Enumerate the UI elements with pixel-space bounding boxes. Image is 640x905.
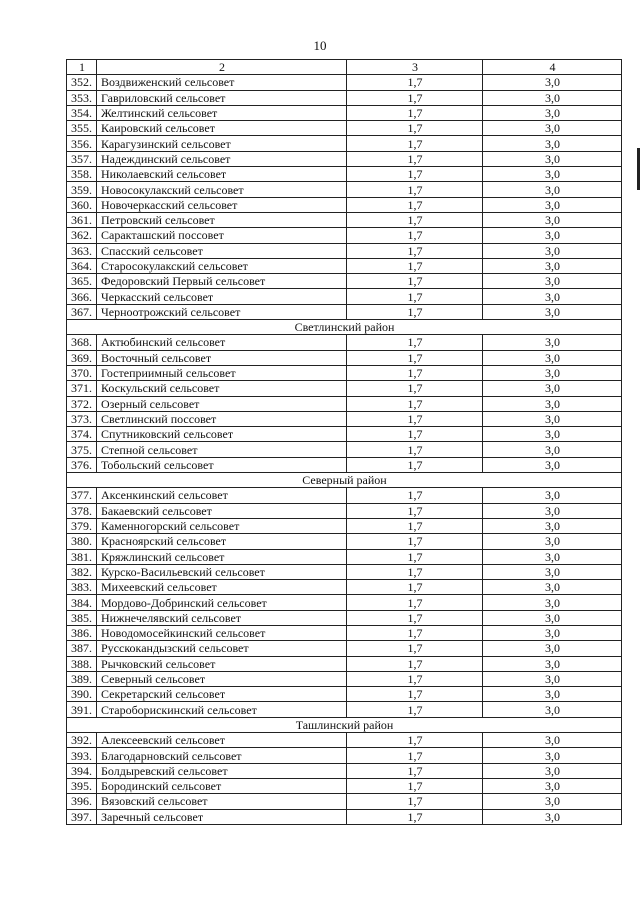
row-number: 395.: [67, 778, 97, 793]
table-header-row: [67, 60, 622, 75]
rate-col4: 3,0: [483, 274, 622, 289]
row-number: 385.: [67, 610, 97, 625]
rate-col3: 1,7: [347, 641, 483, 656]
row-number: 378.: [67, 503, 97, 518]
rate-col3: 1,7: [347, 411, 483, 426]
rate-col3: 1,7: [347, 136, 483, 151]
table-row: [67, 595, 622, 610]
rate-col3: 1,7: [347, 105, 483, 120]
table-row: [67, 258, 622, 273]
row-number: 356.: [67, 136, 97, 151]
table-row: [67, 381, 622, 396]
table-row: [67, 580, 622, 595]
settlement-name: Восточный сельсовет: [97, 350, 347, 365]
table-row: [67, 687, 622, 702]
settlement-name: Степной сельсовет: [97, 442, 347, 457]
table-row: [67, 656, 622, 671]
table-row: [67, 151, 622, 166]
rate-col4: 3,0: [483, 518, 622, 533]
rate-col4: 3,0: [483, 136, 622, 151]
settlement-name: Северный сельсовет: [97, 671, 347, 686]
settlement-name: Каировский сельсовет: [97, 121, 347, 136]
rate-col4: 3,0: [483, 778, 622, 793]
settlement-name: Гавриловский сельсовет: [97, 90, 347, 105]
rate-col4: 3,0: [483, 197, 622, 212]
table-row: [67, 778, 622, 793]
district-header-row: [67, 717, 622, 732]
row-number: 371.: [67, 381, 97, 396]
rate-col4: 3,0: [483, 442, 622, 457]
rate-col4: 3,0: [483, 687, 622, 702]
rate-col4: 3,0: [483, 702, 622, 717]
settlement-name: Аксенкинский сельсовет: [97, 488, 347, 503]
rate-col3: 1,7: [347, 228, 483, 243]
rate-col4: 3,0: [483, 289, 622, 304]
rate-col4: 3,0: [483, 733, 622, 748]
row-number: 355.: [67, 121, 97, 136]
settlement-name: Алексеевский сельсовет: [97, 733, 347, 748]
rate-col4: 3,0: [483, 763, 622, 778]
table-row: [67, 794, 622, 809]
table-row: [67, 457, 622, 472]
row-number: 353.: [67, 90, 97, 105]
table-row: [67, 75, 622, 90]
column-header-1: 1: [67, 60, 97, 75]
district-title: Светлинский район: [67, 320, 622, 335]
column-header-4: 4: [483, 60, 622, 75]
settlement-name: Красноярский сельсовет: [97, 534, 347, 549]
row-number: 360.: [67, 197, 97, 212]
row-number: 376.: [67, 457, 97, 472]
rate-col3: 1,7: [347, 151, 483, 166]
rate-col3: 1,7: [347, 289, 483, 304]
settlement-name: Мордово-Добринский сельсовет: [97, 595, 347, 610]
table-row: [67, 243, 622, 258]
district-header-row: [67, 473, 622, 488]
settlement-name: Гостеприимный сельсовет: [97, 365, 347, 380]
table-row: [67, 197, 622, 212]
settlement-name: Николаевский сельсовет: [97, 167, 347, 182]
table-row: [67, 167, 622, 182]
rate-col3: 1,7: [347, 335, 483, 350]
row-number: 362.: [67, 228, 97, 243]
rate-col4: 3,0: [483, 228, 622, 243]
table-row: [67, 90, 622, 105]
row-number: 384.: [67, 595, 97, 610]
table-row: [67, 763, 622, 778]
rate-col3: 1,7: [347, 442, 483, 457]
rate-col3: 1,7: [347, 350, 483, 365]
rate-col3: 1,7: [347, 549, 483, 564]
row-number: 390.: [67, 687, 97, 702]
rate-col4: 3,0: [483, 105, 622, 120]
table-row: [67, 182, 622, 197]
rate-col4: 3,0: [483, 809, 622, 824]
table-row: [67, 136, 622, 151]
table-row: [67, 564, 622, 579]
rate-col4: 3,0: [483, 564, 622, 579]
rate-col4: 3,0: [483, 794, 622, 809]
rate-col3: 1,7: [347, 90, 483, 105]
settlement-name: Староборискинский сельсовет: [97, 702, 347, 717]
rate-col4: 3,0: [483, 121, 622, 136]
rate-col4: 3,0: [483, 488, 622, 503]
rate-col3: 1,7: [347, 595, 483, 610]
table-row: [67, 625, 622, 640]
rate-col3: 1,7: [347, 809, 483, 824]
rate-col3: 1,7: [347, 733, 483, 748]
settlement-name: Рычковский сельсовет: [97, 656, 347, 671]
settlement-name: Карагузинский сельсовет: [97, 136, 347, 151]
row-number: 396.: [67, 794, 97, 809]
row-number: 352.: [67, 75, 97, 90]
rate-col3: 1,7: [347, 457, 483, 472]
settlement-name: Русскокандызский сельсовет: [97, 641, 347, 656]
district-title: Северный район: [67, 473, 622, 488]
row-number: 358.: [67, 167, 97, 182]
rate-col4: 3,0: [483, 411, 622, 426]
row-number: 393.: [67, 748, 97, 763]
rate-col4: 3,0: [483, 534, 622, 549]
rate-col3: 1,7: [347, 396, 483, 411]
table-row: [67, 105, 622, 120]
settlement-name: Кряжлинский сельсовет: [97, 549, 347, 564]
rate-col3: 1,7: [347, 518, 483, 533]
rate-col4: 3,0: [483, 396, 622, 411]
page-number: 10: [313, 38, 327, 53]
rate-col3: 1,7: [347, 687, 483, 702]
row-number: 370.: [67, 365, 97, 380]
rate-col3: 1,7: [347, 243, 483, 258]
row-number: 389.: [67, 671, 97, 686]
table-row: [67, 411, 622, 426]
column-header-2: 2: [97, 60, 347, 75]
table-row: [67, 396, 622, 411]
rate-col4: 3,0: [483, 304, 622, 319]
settlement-name: Бородинский сельсовет: [97, 778, 347, 793]
row-number: 357.: [67, 151, 97, 166]
row-number: 361.: [67, 212, 97, 227]
settlement-name: Тобольский сельсовет: [97, 457, 347, 472]
row-number: 397.: [67, 809, 97, 824]
rate-col3: 1,7: [347, 656, 483, 671]
rate-col4: 3,0: [483, 610, 622, 625]
rate-col3: 1,7: [347, 763, 483, 778]
rate-col3: 1,7: [347, 671, 483, 686]
table-row: [67, 534, 622, 549]
district-title: Ташлинский район: [67, 717, 622, 732]
row-number: 383.: [67, 580, 97, 595]
rate-col4: 3,0: [483, 503, 622, 518]
settlement-name: Коскульский сельсовет: [97, 381, 347, 396]
settlement-name: Нижнечелявский сельсовет: [97, 610, 347, 625]
rate-col4: 3,0: [483, 549, 622, 564]
row-number: 377.: [67, 488, 97, 503]
rate-col3: 1,7: [347, 167, 483, 182]
rate-col4: 3,0: [483, 75, 622, 90]
table-row: [67, 748, 622, 763]
table-row: [67, 228, 622, 243]
rate-col4: 3,0: [483, 671, 622, 686]
row-number: 364.: [67, 258, 97, 273]
row-number: 374.: [67, 427, 97, 442]
settlement-name: Спасский сельсовет: [97, 243, 347, 258]
row-number: 369.: [67, 350, 97, 365]
rate-col3: 1,7: [347, 534, 483, 549]
row-number: 363.: [67, 243, 97, 258]
rates-table-body: [67, 60, 622, 825]
row-number: 392.: [67, 733, 97, 748]
table-row: [67, 121, 622, 136]
rate-col4: 3,0: [483, 381, 622, 396]
table-row: [67, 503, 622, 518]
settlement-name: Петровский сельсовет: [97, 212, 347, 227]
rate-col3: 1,7: [347, 427, 483, 442]
row-number: 387.: [67, 641, 97, 656]
rate-col3: 1,7: [347, 381, 483, 396]
rate-col4: 3,0: [483, 656, 622, 671]
table-row: [67, 733, 622, 748]
row-number: 354.: [67, 105, 97, 120]
rate-col3: 1,7: [347, 778, 483, 793]
settlement-name: Надеждинский сельсовет: [97, 151, 347, 166]
table-row: [67, 274, 622, 289]
rate-col4: 3,0: [483, 580, 622, 595]
row-number: 386.: [67, 625, 97, 640]
rate-col4: 3,0: [483, 243, 622, 258]
table-row: [67, 442, 622, 457]
settlement-name: Бакаевский сельсовет: [97, 503, 347, 518]
rate-col3: 1,7: [347, 564, 483, 579]
settlement-name: Новочеркасский сельсовет: [97, 197, 347, 212]
rate-col3: 1,7: [347, 503, 483, 518]
settlement-name: Озерный сельсовет: [97, 396, 347, 411]
row-number: 372.: [67, 396, 97, 411]
rate-col4: 3,0: [483, 212, 622, 227]
row-number: 368.: [67, 335, 97, 350]
table-row: [67, 641, 622, 656]
settlement-name: Черноотрожский сельсовет: [97, 304, 347, 319]
rate-col3: 1,7: [347, 182, 483, 197]
row-number: 394.: [67, 763, 97, 778]
settlement-name: Михеевский сельсовет: [97, 580, 347, 595]
table-row: [67, 289, 622, 304]
rate-col4: 3,0: [483, 90, 622, 105]
table-row: [67, 610, 622, 625]
rate-col3: 1,7: [347, 197, 483, 212]
table-row: [67, 350, 622, 365]
rate-col4: 3,0: [483, 167, 622, 182]
district-header-row: [67, 320, 622, 335]
settlement-name: Старосокулакский сельсовет: [97, 258, 347, 273]
rate-col3: 1,7: [347, 610, 483, 625]
column-header-3: 3: [347, 60, 483, 75]
rate-col4: 3,0: [483, 151, 622, 166]
rate-col3: 1,7: [347, 794, 483, 809]
settlement-name: Актюбинский сельсовет: [97, 335, 347, 350]
table-row: [67, 304, 622, 319]
row-number: 380.: [67, 534, 97, 549]
settlement-name: Заречный сельсовет: [97, 809, 347, 824]
rate-col3: 1,7: [347, 75, 483, 90]
rate-col3: 1,7: [347, 580, 483, 595]
table-row: [67, 427, 622, 442]
table-row: [67, 518, 622, 533]
rate-col4: 3,0: [483, 365, 622, 380]
settlement-name: Курско-Васильевский сельсовет: [97, 564, 347, 579]
rate-col3: 1,7: [347, 212, 483, 227]
rate-col3: 1,7: [347, 274, 483, 289]
rate-col4: 3,0: [483, 258, 622, 273]
settlement-name: Федоровский Первый сельсовет: [97, 274, 347, 289]
rate-col3: 1,7: [347, 121, 483, 136]
table-row: [67, 702, 622, 717]
table-row: [67, 488, 622, 503]
rate-col4: 3,0: [483, 350, 622, 365]
row-number: 388.: [67, 656, 97, 671]
table-row: [67, 549, 622, 564]
row-number: 381.: [67, 549, 97, 564]
rate-col4: 3,0: [483, 625, 622, 640]
rate-col4: 3,0: [483, 457, 622, 472]
table-row: [67, 809, 622, 824]
settlement-name: Болдыревский сельсовет: [97, 763, 347, 778]
row-number: 366.: [67, 289, 97, 304]
settlement-name: Светлинский поссовет: [97, 411, 347, 426]
settlement-name: Воздвиженский сельсовет: [97, 75, 347, 90]
row-number: 359.: [67, 182, 97, 197]
settlement-name: Новосокулакский сельсовет: [97, 182, 347, 197]
rate-col3: 1,7: [347, 625, 483, 640]
rate-col4: 3,0: [483, 641, 622, 656]
rate-col4: 3,0: [483, 595, 622, 610]
row-number: 365.: [67, 274, 97, 289]
rate-col4: 3,0: [483, 427, 622, 442]
table-row: [67, 671, 622, 686]
settlement-name: Саракташский поссовет: [97, 228, 347, 243]
rate-col4: 3,0: [483, 182, 622, 197]
rates-table: [66, 59, 622, 825]
settlement-name: Черкасский сельсовет: [97, 289, 347, 304]
settlement-name: Благодарновский сельсовет: [97, 748, 347, 763]
row-number: 375.: [67, 442, 97, 457]
settlement-name: Секретарский сельсовет: [97, 687, 347, 702]
rate-col4: 3,0: [483, 748, 622, 763]
row-number: 379.: [67, 518, 97, 533]
settlement-name: Желтинский сельсовет: [97, 105, 347, 120]
table-row: [67, 212, 622, 227]
rate-col3: 1,7: [347, 748, 483, 763]
settlement-name: Спутниковский сельсовет: [97, 427, 347, 442]
row-number: 382.: [67, 564, 97, 579]
rate-col3: 1,7: [347, 702, 483, 717]
settlement-name: Вязовский сельсовет: [97, 794, 347, 809]
rate-col3: 1,7: [347, 304, 483, 319]
row-number: 373.: [67, 411, 97, 426]
rate-col3: 1,7: [347, 258, 483, 273]
rate-col4: 3,0: [483, 335, 622, 350]
table-row: [67, 335, 622, 350]
settlement-name: Каменногорский сельсовет: [97, 518, 347, 533]
rate-col3: 1,7: [347, 488, 483, 503]
rate-col3: 1,7: [347, 365, 483, 380]
row-number: 367.: [67, 304, 97, 319]
table-row: [67, 365, 622, 380]
row-number: 391.: [67, 702, 97, 717]
settlement-name: Новодомосейкинский сельсовет: [97, 625, 347, 640]
